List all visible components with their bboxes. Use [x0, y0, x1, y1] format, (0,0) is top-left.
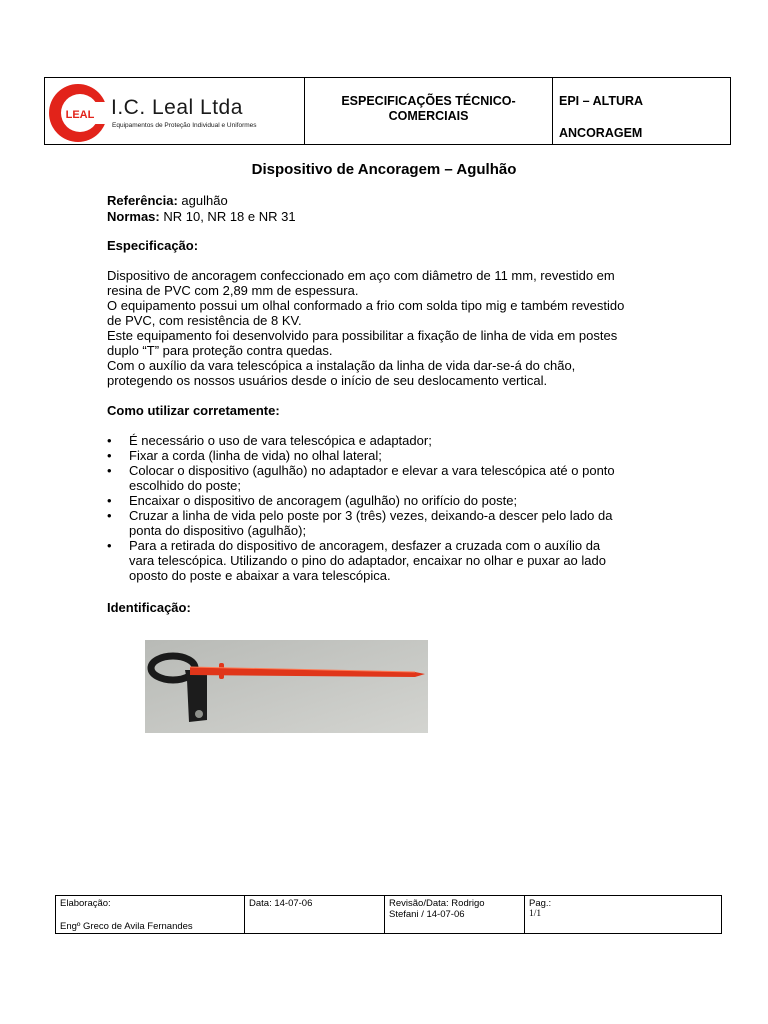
- list-item: • É necessário o uso de vara telescópica e adaptador;: [107, 433, 615, 448]
- footer-revisao: [385, 896, 525, 933]
- epi-cell: [553, 78, 732, 144]
- pag-value: 1/1: [529, 909, 542, 919]
- spec-line: duplo “T” para proteção contra quedas.: [107, 343, 333, 358]
- product-photo: [145, 640, 428, 733]
- pag-label: Pag.:: [529, 898, 552, 909]
- list-item: • Para a retirada do dispositivo de ancoragem, desfazer a cruzada com o auxílio da vara telescópica. Utilizando o pino do adaptador, encaixar no olhar e puxar ao lado oposto do poste e abaixar a vara telescópica.: [107, 538, 615, 583]
- spec-line: resina de PVC com 2,89 mm de espessura.: [107, 283, 359, 298]
- company-subtitle: Equipamentos de Proteção Individual e Uniformes: [112, 122, 257, 129]
- company-name: I.C. Leal Ltda: [111, 96, 243, 119]
- header-table: [44, 77, 731, 145]
- spec-line: Com o auxílio da vara telescópica a instalação da linha de vida dar-se-á do chão,: [107, 358, 576, 373]
- elaboracao-value: Engº Greco de Avila Fernandes: [60, 921, 193, 932]
- identification-heading: Identificação:: [107, 600, 191, 615]
- list-item: • Colocar o dispositivo (agulhão) no adaptador e elevar a vara telescópica até o ponto escolhido do poste;: [107, 463, 615, 493]
- footer-data: [245, 896, 385, 933]
- logo-cell: [45, 78, 305, 144]
- specification-text: [107, 268, 624, 388]
- norms-value: NR 10, NR 18 e NR 31: [159, 209, 296, 224]
- norms-line: [107, 209, 296, 224]
- reference-label: Referência:: [107, 193, 178, 208]
- company-logo: [47, 82, 109, 144]
- spec-cell: [305, 78, 553, 144]
- spec-title: ESPECIFICAÇÕES TÉCNICO- COMERCIAIS: [341, 94, 516, 123]
- data-value: Data: 14-07-06: [249, 898, 313, 909]
- list-item: • Cruzar a linha de vida pelo poste por 3 (três) vezes, deixando-a descer pelo lado da ponta do dispositivo (agulhão);: [107, 508, 615, 538]
- footer-elaboracao: [56, 896, 245, 933]
- reference-value: agulhão: [177, 193, 228, 208]
- footer-pagina: [525, 896, 721, 933]
- spec-line: de PVC, com resistência de 8 KV.: [107, 313, 302, 328]
- spec-line: O equipamento possui um olhal conformado a frio com solda tipo mig e também revestido: [107, 298, 625, 313]
- spec-line: Este equipamento foi desenvolvido para possibilitar a fixação de linha de vida em postes: [107, 328, 618, 343]
- reference-line: [107, 193, 228, 208]
- epi-category: EPI – ALTURA: [559, 94, 644, 108]
- spec-line: Dispositivo de ancoragem confeccionado em aço com diâmetro de 11 mm, revestido em: [107, 268, 615, 283]
- epi-subcategory: ANCORAGEM: [559, 126, 643, 140]
- usage-heading: Como utilizar corretamente:: [107, 403, 280, 418]
- spec-line: protegendo os nossos usuários desde o início de seu deslocamento vertical.: [107, 373, 548, 388]
- elaboracao-label: Elaboração:: [60, 898, 111, 909]
- page-title: Dispositivo de Ancoragem – Agulhão: [251, 161, 517, 178]
- footer-table: [55, 895, 722, 934]
- usage-list: [107, 433, 615, 583]
- list-item: • Encaixar o dispositivo de ancoragem (agulhão) no orifício do poste;: [107, 493, 615, 508]
- specification-heading: Especificação:: [107, 238, 199, 253]
- norms-label: Normas:: [107, 209, 160, 224]
- logo-text: LEAL: [65, 109, 95, 121]
- revisao-value: Revisão/Data: Rodrigo Stefani / 14-07-06: [389, 898, 485, 920]
- list-item: • Fixar a corda (linha de vida) no olhal lateral;: [107, 448, 615, 463]
